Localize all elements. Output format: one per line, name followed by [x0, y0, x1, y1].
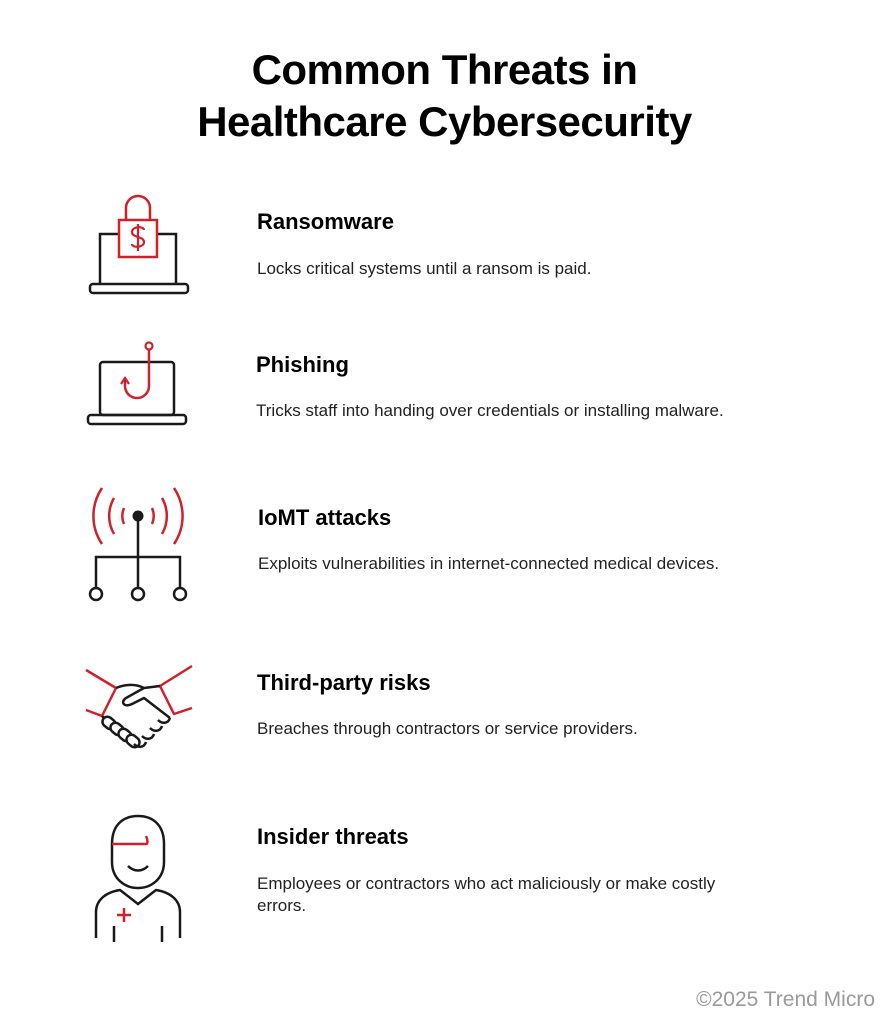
page-title-line-1: Common Threats in: [251, 46, 638, 93]
threat-description: Locks critical systems until a ransom is paid.: [257, 259, 592, 278]
page-title-line-2: Healthcare Cybersecurity: [197, 98, 692, 145]
threat-heading: Insider threats: [257, 824, 409, 849]
laptop-lock-icon: [88, 194, 192, 298]
threat-heading: Phishing: [256, 352, 349, 377]
threat-heading: Ransomware: [257, 209, 394, 234]
threat-description: Breaches through contractors or service providers.: [257, 719, 638, 738]
copyright-notice: ©2025 Trend Micro: [696, 988, 875, 1011]
laptop-fishhook-icon: [86, 340, 190, 430]
threat-description: Exploits vulnerabilities in internet-connected medical devices.: [258, 554, 720, 573]
threat-description: Tricks staff into handing over credentials or installing malware.: [256, 401, 724, 420]
network-signal-icon: [86, 484, 192, 604]
threat-heading: IoMT attacks: [258, 505, 392, 530]
threat-description: Employees or contractors who act maliciously or make costly errors.: [257, 874, 716, 915]
person-badge-icon: [94, 814, 186, 944]
page-title: [0, 44, 889, 148]
handshake-icon: [84, 662, 196, 754]
threat-heading: Third-party risks: [257, 670, 431, 695]
